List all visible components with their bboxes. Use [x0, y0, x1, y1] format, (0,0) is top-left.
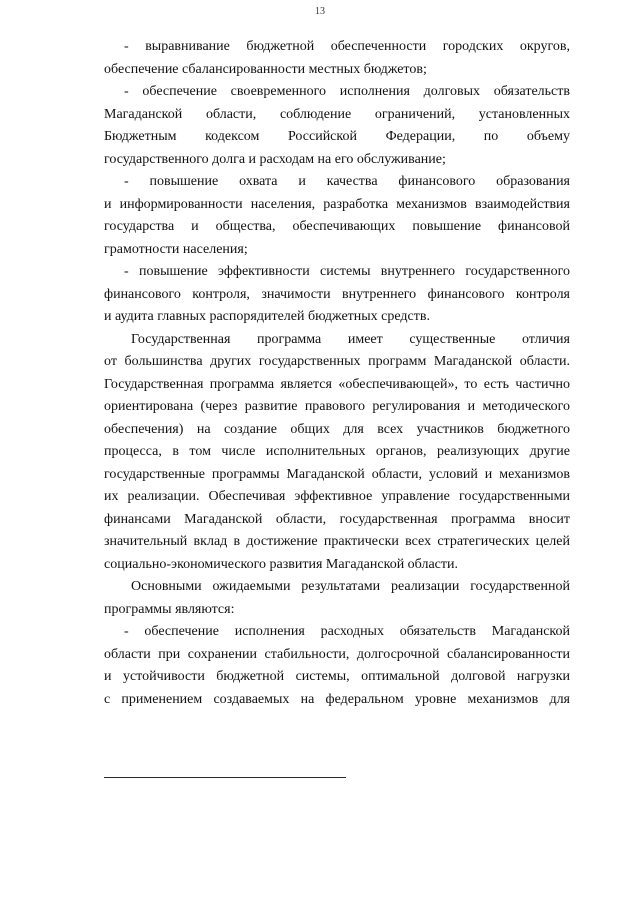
- text-line: от большинства других государственных программ Магаданской области.: [104, 354, 570, 369]
- page-number: 13: [315, 6, 325, 17]
- text-line: государства и общества, обеспечивающих повышение финансовой: [104, 219, 570, 234]
- text-line: - обеспечение своевременного исполнения долговых обязательств: [124, 84, 570, 99]
- text-line: - повышение охвата и качества финансового образования: [124, 174, 570, 189]
- text-line: Государственная программа является «обеспечивающей», то есть частично: [104, 376, 570, 392]
- text-line: и устойчивости бюджетной системы, оптимальной долговой нагрузки: [104, 669, 570, 684]
- text-line: области при сохранении стабильности, долгосрочной сбалансированности: [104, 646, 570, 662]
- text-line: с применением создаваемых на федеральном уровне механизмов для: [104, 691, 570, 707]
- text-line: Основными ожидаемыми результатами реализации государственной: [131, 579, 570, 594]
- text-line: Магаданской области, соблюдение ограничений, установленных: [104, 106, 570, 122]
- document-body: [104, 36, 570, 711]
- text-line: - повышение эффективности системы внутреннего государственного: [124, 264, 570, 279]
- text-line: - обеспечение исполнения расходных обязательств Магаданской: [124, 624, 570, 639]
- text-line: Государственная программа имеет существенные отличия: [131, 331, 570, 347]
- text-line: финансами Магаданской области, государственная программа вносит: [104, 511, 570, 527]
- footnote-separator: [104, 777, 346, 778]
- text-line: государственные программы Магаданской области, условий и механизмов: [104, 466, 570, 482]
- text-line: социально-экономического развития Магаданской области.: [104, 556, 458, 572]
- text-line: программы являются:: [104, 601, 235, 617]
- text-line: Бюджетным кодексом Российской Федерации, по объему: [104, 129, 570, 144]
- text-line: обеспечения) на создание общих для всех участников бюджетного: [104, 421, 570, 437]
- text-line: грамотности населения;: [104, 241, 248, 257]
- text-line: процесса, в том числе исполнительных органов, реализующих другие: [104, 444, 570, 459]
- text-line: значительный вклад в достижение практически всех стратегических целей: [104, 534, 570, 549]
- text-line: - выравнивание бюджетной обеспеченности городских округов,: [124, 39, 570, 54]
- text-line: обеспечение сбалансированности местных бюджетов;: [104, 61, 427, 77]
- text-line: их реализации. Обеспечивая эффективное управление государственными: [104, 489, 570, 504]
- text-line: ориентирована (через развитие правового регулирования и методического: [104, 399, 570, 414]
- text-line: финансового контроля, значимости внутреннего финансового контроля: [104, 286, 570, 302]
- text-line: и информированности населения, разработка механизмов взаимодействия: [104, 196, 570, 212]
- text-line: и аудита главных распорядителей бюджетных средств.: [104, 309, 430, 324]
- text-line: государственного долга и расходам на его обслуживание;: [104, 151, 446, 167]
